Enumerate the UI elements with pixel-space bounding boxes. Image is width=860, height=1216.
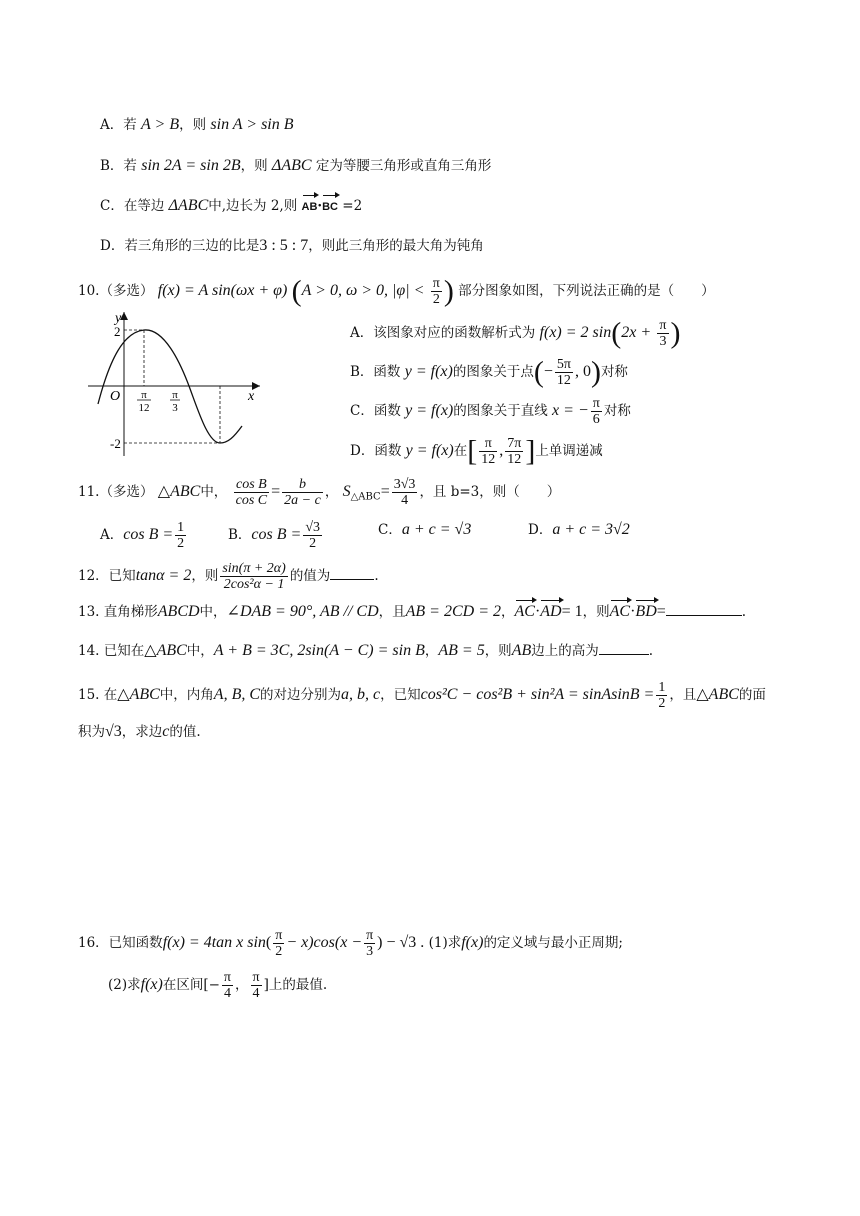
q10c-line: x = − (552, 402, 589, 419)
q10-option-b: B．函数 y = f(x)的图象关于点(− $\frac{5\pi}{12}$ , 0)对称 (350, 355, 628, 389)
q11-s-sub: △ABC (350, 491, 381, 503)
q10-graph-ymin: -2 (110, 436, 121, 451)
q11-s: S (342, 483, 351, 500)
q15-eq: cos²C − cos²B + sin²A = sinAsinB = (420, 686, 655, 703)
q11-option-d (528, 520, 630, 540)
q10-sine-graph (84, 310, 264, 460)
q9-option-c: C．在等边 ΔABC中,边长为 2,则 AB·BC =2 (100, 196, 362, 217)
q15-angles: A, B, C (213, 686, 261, 703)
q12-prefix: 12．已知 (78, 568, 136, 584)
q16-p2n: π (366, 928, 374, 943)
q10b-sign: − (543, 363, 553, 380)
q10-func: f(x) = A sin(ωx + φ) (157, 282, 288, 299)
q15-line1 (78, 680, 766, 711)
q15-mid1: 中，内角 (159, 687, 214, 703)
q16-i1d: 4 (223, 986, 231, 1001)
q15-fn: 1 (658, 680, 666, 695)
q12 (78, 561, 379, 592)
q13-vec-ac: AC (514, 603, 535, 620)
q11-s-den: 4 (401, 493, 409, 508)
q11c-expr: a + c = √3 (401, 521, 472, 538)
q10b-expr: y = f(x) (404, 363, 453, 380)
q11b-expr: cos B = (251, 526, 302, 543)
q16-fx1: f(x) (461, 934, 484, 951)
q11-f2-den: 2a − c (284, 493, 321, 508)
q12-cond: tanα = 2 (135, 567, 192, 584)
q14-prefix: 14. 已知在 (78, 643, 145, 659)
q16-i2d: 4 (252, 986, 260, 1001)
q10d-d2: 12 (507, 452, 522, 467)
q15-mid3: ，已知 (380, 687, 421, 703)
q10c-label: C．函数 (350, 403, 401, 419)
q9b-cond: sin 2A = sin 2B (141, 157, 241, 174)
q11-stem: 11.（多选） △ABC中， $\frac{\text{cos B}}{\text{cos C}}$ = $\frac{b}{2a - c}$ ， $S_{\triangle ABC}=$ $\frac{3√3}{4}$ ，且 b=3，则（ ） (78, 477, 561, 508)
q16-tail: ) − √3 . (377, 934, 425, 951)
q15-tri: △ABC (117, 686, 160, 703)
q9c-vec-bc: BC (322, 197, 338, 217)
q13-dot-eq: = 1 (561, 603, 583, 620)
q13-eq2: = (656, 603, 666, 620)
q9-option-d (100, 236, 484, 256)
q10c-tail: 对称 (603, 403, 631, 419)
q15-mid2: 的对边分别为 (260, 687, 342, 703)
q11-option-a (100, 520, 188, 551)
q14-tail: ，则 (484, 643, 512, 659)
q16-i2n: π (252, 970, 260, 985)
q12-den: 2cos²α − 1 (223, 577, 285, 592)
q11-f1-den: cos C (235, 493, 268, 508)
q9b-label: B．若 (100, 158, 137, 174)
q14-tri: △ABC (144, 642, 187, 659)
q14-mid: 中， (186, 643, 214, 659)
q13-vec-ad: AD (540, 603, 562, 620)
q11d-expr: a + c = 3√2 (552, 521, 630, 538)
q15-line2-b: ，求边 (121, 724, 163, 740)
q16-part2c: ]上的最值. (263, 977, 328, 993)
q10-option-d: D．函数 y = f(x)在[ $\frac{\pi}{12}$ , $\frac{7\pi}{12}$ ]上单调递减 (350, 434, 603, 468)
q10-graph-tick2-num: π (172, 389, 178, 401)
q13-answer-blank[interactable] (666, 601, 742, 616)
q13: 13. 直角梯形ABCD中，∠DAB = 90°, AB // CD，且AB = 2CD = 2，AC·AD= 1，则AC·BD= . (78, 603, 747, 620)
q11-option-b (228, 520, 324, 551)
q10-cond-den: 2 (432, 292, 440, 307)
q11a-den: 2 (177, 536, 185, 551)
q14-cond: A + B = 3C, 2sin(A − C) = sin B (213, 642, 425, 659)
q12-mid: ，则 (191, 568, 219, 584)
q15-c: c (162, 723, 170, 740)
q11-eq: = (271, 483, 281, 500)
q16-fx2: f(x) (140, 976, 163, 993)
q15-tri2: △ABC (696, 686, 739, 703)
q13-eq: AB = 2CD = 2 (405, 603, 501, 620)
q16-fx: f(x) = 4tan x sin (162, 934, 266, 951)
q15-line2 (78, 722, 201, 742)
q15-sides: a, b, c (341, 686, 381, 703)
q14-ab: AB = 5 (438, 642, 485, 659)
q13-vec-ac2: AC (609, 603, 631, 620)
q11-s-num: 3√3 (393, 477, 416, 492)
q9b-mid: ，则 (240, 158, 268, 174)
q10c-expr: y = f(x) (405, 402, 454, 419)
q14-tail2: 边上的高为 (531, 643, 599, 659)
q10-graph-y-label: y (115, 311, 122, 326)
q14-end: . (648, 643, 654, 659)
q16-line2 (108, 970, 327, 1001)
q16-part1: (1)求 (428, 935, 462, 951)
q9c-vec-ab: AB (302, 197, 318, 217)
q9-option-b (100, 156, 491, 176)
q9c-mid: 中,边长为 2,则 (208, 198, 298, 214)
q9d-tail: ，则此三角形的最大角为钝角 (308, 238, 484, 254)
q10-graph-tick1-num: π (141, 389, 147, 401)
q10a-den: 3 (659, 334, 667, 349)
q10-cond-num: π (432, 276, 440, 291)
q10-stem: 10.（多选） f(x) = A sin(ωx + φ) (A > 0, ω > 0, |φ| < $\frac{\pi}{2}$ ) 部分图象如图，下列说法正确的是（ ） (78, 274, 715, 308)
q12-end: . (374, 568, 379, 584)
q12-tail: 的值为 (289, 568, 331, 584)
q9a-label: A．若 (100, 117, 137, 133)
q11b-den: 2 (309, 536, 317, 551)
q12-answer-blank[interactable] (330, 565, 374, 580)
q10c-num: π (592, 396, 600, 411)
q15-mid4: ，且 (669, 687, 697, 703)
q10d-n2: 7π (507, 436, 522, 451)
q14-answer-blank[interactable] (599, 640, 649, 655)
q10-option-a: A．该图象对应的函数解析式为 f(x) = 2 sin(2x + $\frac{\pi}{3}$ ) (350, 316, 681, 350)
q11-prefix: 11.（多选） (78, 484, 154, 500)
q16-i1n: π (223, 970, 231, 985)
q11a-num: 1 (177, 520, 185, 535)
q13-mid3: ， (501, 604, 515, 620)
q14 (78, 640, 653, 661)
q14-ab2: AB (511, 642, 532, 659)
q10d-mid: 在 (453, 443, 468, 459)
q10-graph-ymax: 2 (114, 324, 121, 339)
q9-option-a (100, 115, 294, 135)
q13-mid1: 中， (199, 604, 227, 620)
q10a-inner: 2x + (621, 324, 652, 341)
q10-graph-origin: O (110, 389, 121, 404)
q11-tri: △ABC (157, 483, 201, 500)
q9d-ratio: 3 : 5 : 7 (259, 237, 309, 254)
q10d-label: D．函数 (350, 443, 402, 459)
q9b-tri: ΔABC (271, 157, 312, 174)
q13-angle: ∠DAB = 90°, AB // CD (226, 603, 379, 620)
q13-mid2: ，且 (378, 604, 406, 620)
q15-fd: 2 (658, 696, 666, 711)
q10b-tail: 对称 (600, 364, 628, 380)
q9d-label: D．若三角形的三边的比是 (100, 238, 260, 254)
q16-comma: ， (235, 977, 249, 993)
q10-tail: 部分图象如图，下列说法正确的是（ ） (458, 283, 715, 299)
q10-graph-x-label: x (248, 389, 255, 404)
q10d-d1: 12 (481, 452, 496, 467)
q16-line1: 16．已知函数f(x) = 4tan x sin( $\frac{\pi}{2}$ − x)cos(x − $\frac{\pi}{3}$ ) − √3 . (1)求f(x)的定义域与最小正周期; (78, 928, 623, 959)
q9a-cond: A > B (141, 116, 180, 133)
q11-f2-num: b (282, 477, 323, 493)
q10-option-c (350, 396, 631, 427)
q15-tail: 的面 (738, 687, 766, 703)
q11c-label: C． (378, 522, 402, 538)
q14-mid2: ， (424, 643, 439, 659)
q11-option-c (378, 520, 471, 540)
q11a-label: A． (100, 527, 124, 543)
q16-mid: − x)cos(x − (286, 934, 363, 951)
q16-p1n: π (275, 928, 283, 943)
q13-mid4: ，则 (582, 604, 610, 620)
q10-graph-tick2-den: 3 (172, 402, 178, 414)
q16-prefix: 16．已知函数 (78, 935, 163, 951)
q9c-tri: ΔABC (168, 197, 209, 214)
q10c-den: 6 (592, 412, 600, 427)
q10d-expr: y = f(x) (405, 442, 454, 459)
q13-prefix: 13. 直角梯形 (78, 604, 158, 620)
q9a-concl: sin A > sin B (210, 116, 294, 133)
q10a-expr: f(x) = 2 sin (539, 324, 612, 341)
q16-part2: (2)求 (108, 977, 141, 993)
q13-end: . (741, 604, 747, 620)
q10-prefix: 10.（多选） (78, 283, 154, 299)
q10b-num: 5π (556, 357, 571, 372)
q11b-label: B． (228, 527, 252, 543)
q10a-num: π (659, 318, 667, 333)
q15-line2-c: 的值. (169, 724, 201, 740)
q10b-mid: 的图象关于点 (452, 364, 534, 380)
q9c-tail: =2 (342, 198, 363, 214)
q15-line2-a: 积为 (78, 724, 105, 740)
q10a-label: A．该图象对应的函数解析式为 (350, 325, 536, 341)
q16-p1d: 2 (275, 944, 283, 959)
q10-graph-tick1-den: 12 (138, 402, 150, 414)
q16-part1b: 的定义域与最小正周期; (483, 935, 623, 951)
q10b-label: B．函数 (350, 364, 401, 380)
q11b-num: √3 (305, 520, 321, 535)
q10d-n1: π (479, 436, 497, 452)
q9b-tail: 定为等腰三角形或直角三角形 (315, 158, 492, 174)
q11-tail: ，且 b=3，则（ ） (419, 484, 561, 500)
q16-p2d: 3 (366, 944, 374, 959)
q11-s-eq: = (380, 483, 390, 500)
q11a-expr: cos B = (123, 526, 174, 543)
q13-vec-bd: BD (635, 603, 657, 620)
q10b-pt-tail: , 0 (574, 363, 591, 380)
q15-prefix: 15. 在 (78, 687, 118, 703)
q11-f1-num: cos B (234, 477, 270, 493)
q10b-den: 12 (556, 373, 571, 388)
q9c-label: C．在等边 (100, 198, 165, 214)
q11-mid: 中， (200, 484, 228, 500)
q9a-mid: ，则 (179, 117, 207, 133)
q16-part2b: 在区间[− (162, 977, 220, 993)
q15-sqrt3: √3 (105, 723, 122, 740)
q10-cond: A > 0, ω > 0, |φ| < (301, 282, 425, 299)
q10d-tail: 上单调递减 (535, 443, 603, 459)
q13-name: ABCD (157, 603, 200, 620)
q12-num: sin(π + 2α) (222, 561, 286, 576)
q10c-mid: 的图象关于直线 (453, 403, 548, 419)
q11d-label: D． (528, 522, 553, 538)
